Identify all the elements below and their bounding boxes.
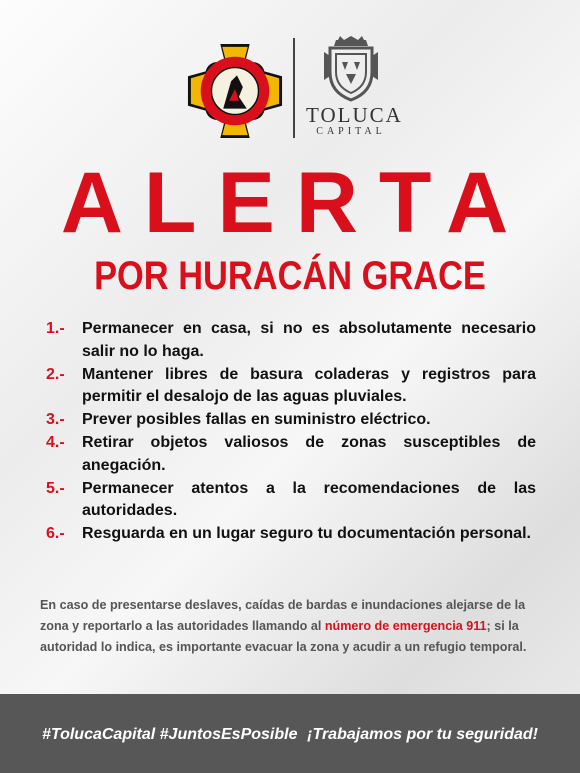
list-item bbox=[46, 478, 536, 523]
toluca-wordmark: TOLUCA bbox=[306, 103, 403, 127]
toluca-crest-icon bbox=[320, 36, 382, 102]
list-item bbox=[46, 409, 536, 432]
item-number: 2.- bbox=[46, 365, 65, 383]
item-text: Resguarda en un lugar seguro tu documentación personal. bbox=[82, 525, 531, 542]
alert-title: ALERTA bbox=[60, 155, 530, 251]
item-text: Retirar objetos valiosos de zonas susceptibles de anegación. bbox=[82, 434, 536, 474]
list-item bbox=[46, 523, 536, 546]
item-number: 3.- bbox=[46, 411, 65, 428]
list-item bbox=[46, 432, 536, 477]
item-number: 6.- bbox=[46, 525, 65, 542]
note-text-after: ; si la autoridad lo indica, es importante evacuar la zona y acudir a un refugio temporal. bbox=[40, 618, 527, 654]
item-text: Permanecer en casa, si no es absolutamente necesario salir no lo haga. bbox=[82, 320, 536, 360]
emergency-number: número de emergencia 911 bbox=[324, 618, 487, 633]
footer-slogan: ¡Trabajamos por tu seguridad! bbox=[307, 726, 538, 743]
list-item bbox=[46, 364, 536, 409]
bomberos-proteccion-civil-logo bbox=[186, 42, 284, 140]
toluca-capital-logo bbox=[306, 36, 403, 140]
item-text: Prever posibles fallas en suministro eléctrico. bbox=[82, 411, 431, 428]
list-item bbox=[46, 318, 536, 363]
alert-subtitle: POR HURACÁN GRACE bbox=[94, 254, 486, 298]
item-number: 5.- bbox=[46, 479, 65, 497]
logo-bar bbox=[0, 36, 580, 146]
logo-divider bbox=[293, 38, 295, 138]
note-text-before: En caso de presentarse deslaves, caídas de bardas e inundaciones alejarse de la zona y reportarlo a las autoridades llamando al bbox=[40, 597, 526, 633]
item-number: 1.- bbox=[46, 320, 65, 337]
item-text: Mantener libres de basura coladeras y registros para permitir el desalojo de las aguas pluviales. bbox=[82, 365, 536, 405]
footer-hashtags: #TolucaCapital #JuntosEsPosible bbox=[42, 726, 298, 743]
emergency-note bbox=[40, 595, 540, 658]
recommendations-list bbox=[46, 318, 536, 546]
item-number: 4.- bbox=[46, 434, 65, 451]
item-text: Permanecer atentos a la recomendaciones de las autoridades. bbox=[82, 479, 536, 519]
capital-wordmark: CAPITAL bbox=[316, 126, 386, 137]
footer-bar bbox=[0, 694, 580, 773]
